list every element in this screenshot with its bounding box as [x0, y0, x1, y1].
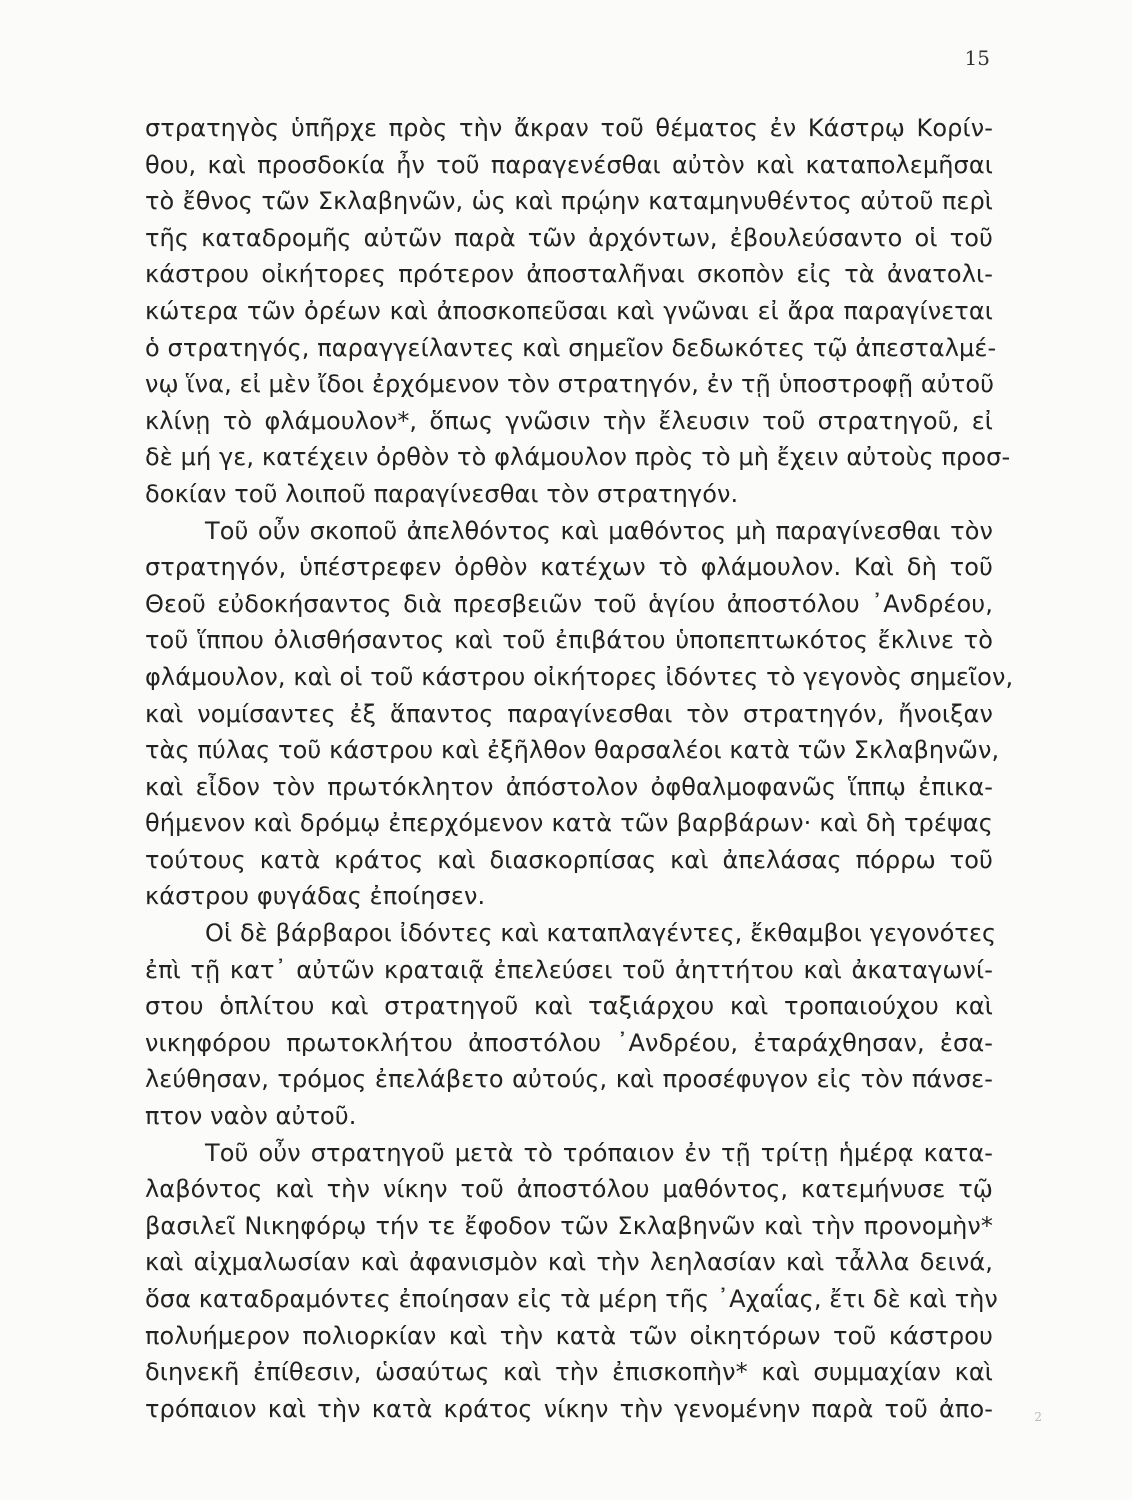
text-line: κάστρου φυγάδας ἐποίησεν. — [145, 882, 486, 911]
text-line: διηνεκῆ ἐπίθεσιν, ὡσαύτως καὶ τὴν ἐπισκοπὴν* καὶ συμμαχίαν καὶ — [145, 1358, 993, 1387]
text-line: δοκίαν τοῦ λοιποῦ παραγίνεσθαι τὸν στρατηγόν. — [145, 479, 739, 508]
text-line: Τοῦ οὖν στρατηγοῦ μετὰ τὸ τρόπαιον ἐν τῇ τρίτῃ ἡμέρᾳ κατα- — [205, 1138, 993, 1167]
text-line: πολυήμερον πολιορκίαν καὶ τὴν κατὰ τῶν οἰκητόρων τοῦ κάστρου — [145, 1321, 993, 1350]
text-line: τὰς πύλας τοῦ κάστρου καὶ ἐξῆλθον θαρσαλέοι κατὰ τῶν Σκλαβηνῶν, — [145, 736, 1000, 765]
text-line: βασιλεῖ Νικηφόρῳ τήν τε ἔφοδον τῶν Σκλαβηνῶν καὶ τὴν προνομὴν* — [145, 1211, 993, 1240]
text-line: καὶ νομίσαντες ἐξ ἅπαντος παραγίνεσθαι τὸν στρατηγόν, ἤνοιξαν — [145, 699, 993, 728]
text-line: κώτερα τῶν ὀρέων καὶ ἀποσκοπεῦσαι καὶ γνῶναι εἰ ἄρα παραγίνεται — [145, 296, 993, 325]
text-line: θου, καὶ προσδοκία ἦν τοῦ παραγενέσθαι αὐτὸν καὶ καταπολεμῆσαι — [145, 150, 993, 179]
text-line: ὅσα καταδραμόντες ἐποίησαν εἰς τὰ μέρη τῆς ᾿Αχαΐας, ἔτι δὲ καὶ τὴν — [145, 1285, 998, 1313]
text-line: κάστρου οἰκήτορες πρότερον ἀποσταλῆναι σκοπὸν εἰς τὰ ἀνατολι- — [145, 260, 993, 289]
text-line: Οἱ δὲ βάρβαροι ἰδόντες καὶ καταπλαγέντες, ἔκθαμβοι γεγονότες — [205, 919, 997, 948]
text-line: καὶ εἶδον τὸν πρωτόκλητον ἀπόστολον ὀφθαλμοφανῶς ἵππῳ ἐπικα- — [145, 772, 993, 801]
paragraph — [145, 915, 997, 1135]
text-line: στρατηγόν, ὑπέστρεφεν ὀρθὸν κατέχων τὸ φλάμουλον. Καὶ δὴ τοῦ — [145, 553, 993, 582]
text-line: ἐπὶ τῇ κατ᾿ αὐτῶν κραταιᾷ ἐπελεύσει τοῦ ἀηττήτου καὶ ἀκαταγωνί- — [145, 955, 993, 984]
text-line: καὶ αἰχμαλωσίαν καὶ ἀφανισμὸν καὶ τὴν λεηλασίαν καὶ τἆλλα δεινά, — [145, 1248, 993, 1277]
text-line: στου ὁπλίτου καὶ στρατηγοῦ καὶ ταξιάρχου καὶ τροπαιούχου καὶ — [145, 992, 993, 1021]
margin-mark: 2 — [1034, 1410, 1042, 1424]
text-line: στρατηγὸς ὑπῆρχε πρὸς τὴν ἄκραν τοῦ θέματος ἐν Κάστρῳ Κορίν- — [145, 114, 993, 142]
text-line: κλίνῃ τὸ φλάμουλον*, ὅπως γνῶσιν τὴν ἔλευσιν τοῦ στρατηγοῦ, εἰ — [145, 406, 993, 435]
body-text — [145, 110, 1014, 1427]
text-line: Τοῦ οὖν σκοποῦ ἀπελθόντος καὶ μαθόντος μὴ παραγίνεσθαι τὸν — [205, 516, 993, 545]
text-line: νῳ ἵνα, εἰ μὲν ἴδοι ἐρχόμενον τὸν στρατηγόν, ἐν τῇ ὑποστροφῇ αὐτοῦ — [145, 370, 995, 399]
text-line: πτον ναὸν αὐτοῦ. — [145, 1102, 357, 1131]
text-line: τὸ ἔθνος τῶν Σκλαβηνῶν, ὡς καὶ πρῴην καταμηνυθέντος αὐτοῦ περὶ — [145, 187, 993, 216]
text-line: νικηφόρου πρωτοκλήτου ἀποστόλου ᾿Ανδρέου, ἐταράχθησαν, ἐσα- — [145, 1028, 993, 1057]
paragraph — [145, 110, 1011, 513]
paragraph — [145, 1135, 998, 1428]
text-line: Θεοῦ εὐδοκήσαντος διὰ πρεσβειῶν τοῦ ἁγίου ἀποστόλου ᾿Ανδρέου, — [145, 589, 993, 618]
paragraph — [145, 513, 1014, 916]
text-line: τοῦ ἵππου ὀλισθήσαντος καὶ τοῦ ἐπιβάτου ὑποπεπτωκότος ἔκλινε τὸ — [145, 626, 993, 655]
text-line: φλάμουλον, καὶ οἱ τοῦ κάστρου οἰκήτορες ἰδόντες τὸ γεγονὸς σημεῖον, — [145, 662, 1014, 691]
text-line: θήμενον καὶ δρόμῳ ἐπερχόμενον κατὰ τῶν βαρβάρων· καὶ δὴ τρέψας — [145, 809, 993, 838]
text-line: τρόπαιον καὶ τὴν κατὰ κράτος νίκην τὴν γενομένην παρὰ τοῦ ἀπο- — [145, 1394, 993, 1423]
text-line: ὁ στρατηγός, παραγγείλαντες καὶ σημεῖον δεδωκότες τῷ ἀπεσταλμέ- — [145, 333, 997, 362]
text-line: λεύθησαν, τρόμος ἐπελάβετο αὐτούς, καὶ προσέφυγον εἰς τὸν πάνσε- — [145, 1065, 993, 1094]
text-line: τούτους κατὰ κράτος καὶ διασκορπίσας καὶ ἀπελάσας πόρρω τοῦ — [145, 845, 993, 874]
text-line: τῆς καταδρομῆς αὐτῶν παρὰ τῶν ἀρχόντων, ἐβουλεύσαντο οἱ τοῦ — [145, 223, 993, 252]
text-line: λαβόντος καὶ τὴν νίκην τοῦ ἀποστόλου μαθόντος, κατεμήνυσε τῷ — [145, 1175, 993, 1204]
text-line: δὲ μή γε, κατέχειν ὀρθὸν τὸ φλάμουλον πρὸς τὸ μὴ ἔχειν αὐτοὺς προσ- — [145, 443, 1011, 472]
page-number: 15 — [964, 46, 990, 70]
